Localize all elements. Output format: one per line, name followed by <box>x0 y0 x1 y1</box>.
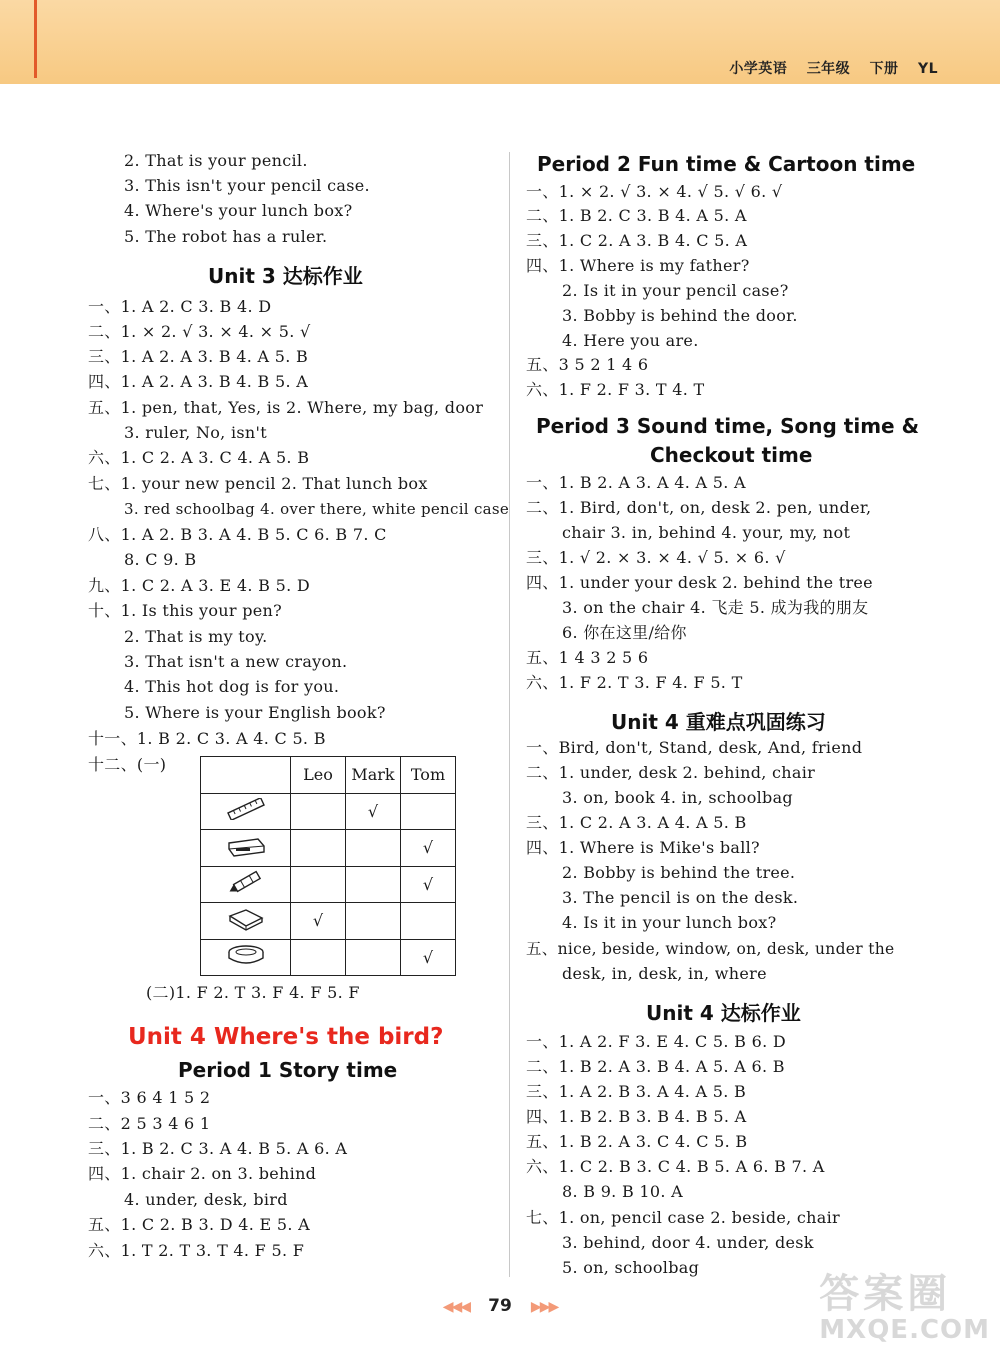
table-cell <box>346 903 401 940</box>
header-info <box>715 58 938 78</box>
answer-line: 4. This hot dog is for you. <box>124 677 340 696</box>
table-header-cell: Leo <box>291 757 346 794</box>
answer-line: 二、1. Bird, don't, on, desk 2. pen, under, <box>526 498 872 517</box>
unit4-title: Unit 4 Where's the bird? <box>128 1024 444 1050</box>
unit4-test-title: Unit 4 达标作业 <box>646 1001 801 1025</box>
header-subject: 小学英语 <box>729 61 788 77</box>
ruler-icon <box>201 793 291 830</box>
answer-line: 2. That is my toy. <box>124 627 268 646</box>
answer-line: 四、1. chair 2. on 3. behind <box>88 1164 317 1183</box>
answer-line: 6. 你在这里/给你 <box>562 623 687 642</box>
answer-line: 8. B 9. B 10. A <box>562 1182 683 1201</box>
answer-line: 4. Here you are. <box>562 331 699 350</box>
answer-line: 3. red schoolbag 4. over there, white pencil case <box>124 500 510 518</box>
answer-line: 二、1. B 2. C 3. B 4. A 5. A <box>526 206 747 225</box>
answer-line: 一、1. A 2. F 3. E 4. C 5. B 6. D <box>526 1032 787 1051</box>
answer-line: 三、1. √ 2. × 3. × 4. √ 5. × 6. √ <box>526 548 786 567</box>
answer-line: 五、1. pen, that, Yes, is 2. Where, my bag, door <box>88 398 484 417</box>
period3-title: Period 3 Sound time, Song time & <box>536 414 920 438</box>
table-cell: √ <box>401 866 456 903</box>
answer-line: 十二、(一) <box>88 755 167 774</box>
book-icon <box>201 903 291 940</box>
answer-line: 三、1. A 2. A 3. B 4. A 5. B <box>88 347 309 366</box>
answer-line: 九、1. C 2. A 3. E 4. B 5. D <box>88 576 310 595</box>
table-header-cell: Tom <box>401 757 456 794</box>
table-corner-cell <box>201 757 291 794</box>
answer-line: 三、1. A 2. B 3. A 4. A 5. B <box>526 1082 747 1101</box>
answer-line: 一、1. A 2. C 3. B 4. D <box>88 297 272 316</box>
answer-line: 8. C 9. B <box>124 550 197 569</box>
answer-line: 四、1. A 2. A 3. B 4. B 5. A <box>88 372 309 391</box>
table-cell: √ <box>346 793 401 830</box>
intro-line: 2. That is your pencil. <box>124 151 308 170</box>
unit4-review-title: Unit 4 重难点巩固练习 <box>611 710 826 734</box>
answer-line: 2. Is it in your pencil case? <box>562 281 789 300</box>
table-cell <box>346 866 401 903</box>
period1-title: Period 1 Story time <box>178 1058 398 1082</box>
answer-line: 3. on the chair 4. 飞走 5. 成为我的朋友 <box>562 598 869 617</box>
answer-line: 一、3 6 4 1 5 2 <box>88 1088 211 1107</box>
answer-line: chair 3. in, behind 4. your, my, not <box>562 523 851 542</box>
answer-line: 3. That isn't a new crayon. <box>124 652 348 671</box>
answer-line: 4. under, desk, bird <box>124 1190 288 1209</box>
answer-line: 八、1. A 2. B 3. A 4. B 5. C 6. B 7. C <box>88 525 387 544</box>
answer-line: 十、1. Is this your pen? <box>88 601 283 620</box>
table-cell <box>291 939 346 976</box>
answer-line: 3. Bobby is behind the door. <box>562 306 798 325</box>
table-cell <box>291 830 346 867</box>
answer-line: (二)1. F 2. T 3. F 4. F 5. F <box>146 983 360 1002</box>
answer-line: 3. on, book 4. in, schoolbag <box>562 788 793 807</box>
page-number: 79 <box>488 1296 512 1316</box>
answer-line: 四、1. B 2. B 3. B 4. B 5. A <box>526 1107 747 1126</box>
answer-line: 五、1 4 3 2 5 6 <box>526 648 649 667</box>
answer-line: 六、1. C 2. B 3. C 4. B 5. A 6. B 7. A <box>526 1157 825 1176</box>
header-accent-line <box>34 0 37 78</box>
answer-line: 六、1. T 2. T 3. T 4. F 5. F <box>88 1241 305 1260</box>
answer-line: 二、2 5 3 4 6 1 <box>88 1114 211 1133</box>
answer-line: 4. Is it in your lunch box? <box>562 913 777 932</box>
answer-line: 3. behind, door 4. under, desk <box>562 1233 814 1252</box>
lunch-box-icon <box>201 939 291 976</box>
answer-line: 一、Bird, don't, Stand, desk, And, friend <box>526 738 863 757</box>
answer-line: 十一、1. B 2. C 3. A 4. C 5. B <box>88 729 326 748</box>
intro-line: 5. The robot has a ruler. <box>124 227 328 246</box>
table-cell: √ <box>291 903 346 940</box>
checklist-table <box>200 756 456 976</box>
answer-line: 三、1. C 2. A 3. B 4. C 5. A <box>526 231 748 250</box>
table-row <box>201 866 456 903</box>
table-row <box>201 903 456 940</box>
column-divider <box>509 152 510 1277</box>
intro-line: 3. This isn't your pencil case. <box>124 176 370 195</box>
table-cell <box>346 830 401 867</box>
answer-line: 三、1. B 2. C 3. A 4. B 5. A 6. A <box>88 1139 348 1158</box>
table-cell <box>401 793 456 830</box>
table-cell: √ <box>401 939 456 976</box>
answer-line: 七、1. on, pencil case 2. beside, chair <box>526 1208 840 1227</box>
table-cell <box>291 793 346 830</box>
answer-line: 三、1. C 2. A 3. A 4. A 5. B <box>526 813 747 832</box>
answer-line: 五、1. B 2. A 3. C 4. C 5. B <box>526 1132 748 1151</box>
table-cell: √ <box>401 830 456 867</box>
answer-line: 3. ruler, No, isn't <box>124 423 267 442</box>
answer-line: 5. Where is your English book? <box>124 703 386 722</box>
answer-line: 2. Bobby is behind the tree. <box>562 863 796 882</box>
table-cell <box>346 939 401 976</box>
answer-line: 3. The pencil is on the desk. <box>562 888 799 907</box>
answer-line: 五、1. C 2. B 3. D 4. E 5. A <box>88 1215 310 1234</box>
answer-line: 六、1. F 2. F 3. T 4. T <box>526 380 705 399</box>
table-row <box>201 939 456 976</box>
table-header-cell: Mark <box>346 757 401 794</box>
answer-line: 一、1. × 2. √ 3. × 4. √ 5. √ 6. √ <box>526 182 783 201</box>
table-row <box>201 793 456 830</box>
answer-line: 四、1. under your desk 2. behind the tree <box>526 573 873 592</box>
answer-line: 四、1. Where is my father? <box>526 256 750 275</box>
watermark-logo <box>819 1262 990 1345</box>
answer-line: desk, in, desk, in, where <box>562 964 767 983</box>
period3-title-cont: Checkout time <box>650 443 813 467</box>
answer-line: 二、1. B 2. A 3. B 4. A 5. A 6. B <box>526 1057 785 1076</box>
header-edition: YL <box>917 61 938 77</box>
answer-line: 二、1. × 2. √ 3. × 4. × 5. √ <box>88 322 311 341</box>
period2-title: Period 2 Fun time & Cartoon time <box>537 152 916 176</box>
header-volume: 下册 <box>869 61 899 77</box>
pencil-case-icon <box>201 830 291 867</box>
answer-line: 四、1. Where is Mike's ball? <box>526 838 760 857</box>
watermark-text: 答案圈 <box>819 1271 952 1317</box>
answer-line: 5. on, schoolbag <box>562 1258 700 1277</box>
answer-line: 一、1. B 2. A 3. A 4. A 5. A <box>526 473 746 492</box>
table-cell <box>401 903 456 940</box>
answer-line: 七、1. your new pencil 2. That lunch box <box>88 474 428 493</box>
answer-line: 五、3 5 2 1 4 6 <box>526 355 649 374</box>
watermark-url: MXQE.COM <box>819 1315 990 1345</box>
intro-line: 4. Where's your lunch box? <box>124 201 353 220</box>
answer-line: 五、nice, beside, window, on, desk, under the <box>526 940 895 958</box>
table-cell <box>291 866 346 903</box>
answer-line: 二、1. under, desk 2. behind, chair <box>526 763 816 782</box>
prev-arrows-icon: ◀◀◀ <box>442 1299 470 1315</box>
unit3-title: Unit 3 达标作业 <box>208 264 363 288</box>
table-header-row <box>201 757 456 794</box>
answer-line: 六、1. F 2. T 3. F 4. F 5. T <box>526 673 743 692</box>
next-arrows-icon: ▶▶▶ <box>530 1299 558 1315</box>
crayon-icon <box>201 866 291 903</box>
answer-line: 六、1. C 2. A 3. C 4. A 5. B <box>88 448 310 467</box>
header-grade: 三年级 <box>806 61 851 77</box>
table-row <box>201 830 456 867</box>
